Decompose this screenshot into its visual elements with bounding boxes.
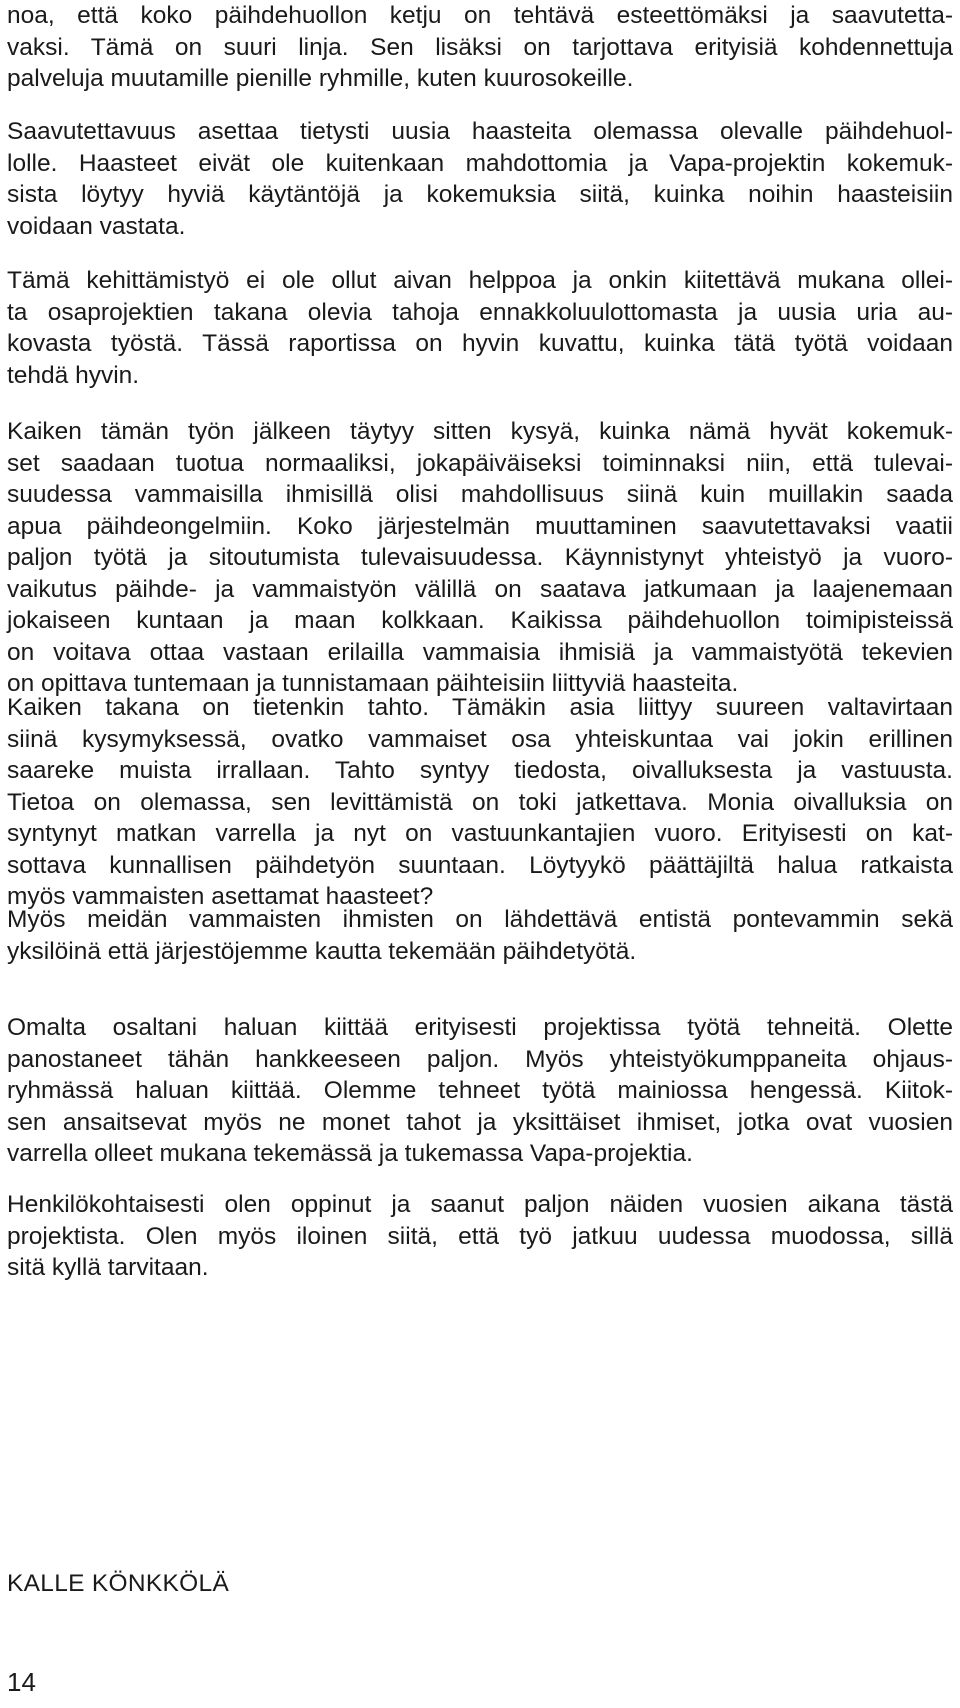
text-line: vaikutus päihde- ja vammaistyön välillä on saatava jatkumaan ja laajenemaan bbox=[7, 575, 953, 603]
text-line: projektista. Olen myös iloinen siitä, että työ jatkuu uudessa muodossa, sillä bbox=[7, 1222, 953, 1250]
paragraph bbox=[7, 1189, 953, 1284]
text-line: panostaneet tähän hankkeeseen paljon. Myös yhteistyökumppaneita ohjaus- bbox=[7, 1045, 953, 1073]
text-line: on voitava ottaa vastaan erilailla vammaisia ihmisiä ja vammaistyötä tekevien bbox=[7, 638, 953, 666]
text-line: sitä kyllä tarvitaan. bbox=[7, 1254, 209, 1281]
text-line: Tämä kehittämistyö ei ole ollut aivan helppoa ja onkin kiitettävä mukana ollei- bbox=[7, 267, 953, 294]
text-line: tehdä hyvin. bbox=[7, 361, 140, 389]
text-line: siinä kysymyksessä, ovatko vammaiset osa yhteiskuntaa vai jokin erillinen bbox=[7, 725, 953, 753]
text-line: set saadaan tuotua normaaliksi, jokapäiväiseksi toiminnaksi niin, että tulevai- bbox=[7, 449, 953, 477]
text-line: varrella olleet mukana tekemässä ja tukemassa Vapa-projektia. bbox=[7, 1140, 693, 1167]
paragraph bbox=[7, 0, 953, 95]
paragraph bbox=[7, 692, 953, 913]
text-line: voidaan vastata. bbox=[7, 212, 186, 240]
text-line: syntynyt matkan varrella ja nyt on vastuunkantajien vuoro. Erityisesti on kat- bbox=[7, 820, 953, 847]
paragraph bbox=[7, 416, 953, 700]
text-line: yksilöinä että järjestöjemme kautta tekemään päihdetyötä. bbox=[7, 937, 637, 965]
text-line: palveluja muutamille pienille ryhmille, kuten kuurosokeille. bbox=[7, 65, 634, 92]
text-line: Tietoa on olemassa, sen levittämistä on toki jatkettava. Monia oivalluksia on bbox=[7, 788, 953, 816]
text-line: noa, että koko päihdehuollon ketju on tehtävä esteettömäksi ja saavutetta- bbox=[7, 2, 953, 29]
text-line: paljon työtä ja sitoutumista tulevaisuudessa. Käynnistynyt yhteistyö ja vuoro- bbox=[7, 544, 953, 571]
text-line: myös vammaisten asettamat haasteet? bbox=[7, 883, 434, 910]
text-line: suudessa vammaisilla ihmisillä olisi mahdollisuus siinä kuin muillakin saada bbox=[7, 481, 953, 508]
text-line: sottava kunnallisen päihdetyön suuntaan. Löytyykö päättäjiltä halua ratkaista bbox=[7, 851, 953, 879]
text-line: jokaiseen kuntaan ja maan kolkkaan. Kaikissa päihdehuollon toimipisteissä bbox=[7, 607, 953, 634]
text-line: on opittava tuntemaan ja tunnistamaan päihteisiin liittyviä haasteita. bbox=[7, 670, 739, 697]
author-signature: KALLE KÖNKKÖLÄ bbox=[7, 1570, 230, 1597]
text-line: Omalta osaltani haluan kiittää erityisesti projektissa työtä tehneitä. Olette bbox=[7, 1014, 953, 1041]
paragraph bbox=[7, 904, 953, 967]
text-line: ta osaprojektien takana olevia tahoja ennakkoluulottomasta ja uusia uria au- bbox=[7, 298, 953, 326]
text-line: ryhmässä haluan kiittää. Olemme tehneet työtä mainiossa hengessä. Kiitok- bbox=[7, 1077, 953, 1104]
text-line: apua päihdeongelmiin. Koko järjestelmän muuttaminen saavutettavaksi vaatii bbox=[7, 512, 953, 540]
text-line: sista löytyy hyviä käytäntöjä ja kokemuksia siitä, kuinka noihin haasteisiin bbox=[7, 181, 953, 208]
paragraph bbox=[7, 265, 953, 391]
text-line: Kaiken tämän työn jälkeen täytyy sitten kysyä, kuinka nämä hyvät kokemuk- bbox=[7, 418, 953, 445]
text-line: vaksi. Tämä on suuri linja. Sen lisäksi on tarjottava erityisiä kohdennettuja bbox=[7, 33, 953, 61]
text-line: Kaiken takana on tietenkin tahto. Tämäkin asia liittyy suureen valtavirtaan bbox=[7, 694, 953, 721]
text-line: Henkilökohtaisesti olen oppinut ja saanut paljon näiden vuosien aikana tästä bbox=[7, 1191, 953, 1218]
text-line: lolle. Haasteet eivät ole kuitenkaan mahdottomia ja Vapa-projektin kokemuk- bbox=[7, 149, 953, 177]
text-line: Myös meidän vammaisten ihmisten on lähdettävä entistä pontevammin sekä bbox=[7, 906, 953, 933]
paragraph bbox=[7, 116, 953, 242]
text-line: sen ansaitsevat myös ne monet tahot ja yksittäiset ihmiset, jotka ovat vuosien bbox=[7, 1108, 953, 1136]
page-number: 14 bbox=[7, 1667, 36, 1697]
paragraph bbox=[7, 1012, 953, 1170]
text-line: Saavutettavuus asettaa tietysti uusia haasteita olemassa olevalle päihdehuol- bbox=[7, 118, 953, 145]
text-line: saareke muista irrallaan. Tahto syntyy tiedosta, oivalluksesta ja vastuusta. bbox=[7, 757, 953, 784]
text-line: kovasta työstä. Tässä raportissa on hyvin kuvattu, kuinka tätä työtä voidaan bbox=[7, 330, 953, 357]
